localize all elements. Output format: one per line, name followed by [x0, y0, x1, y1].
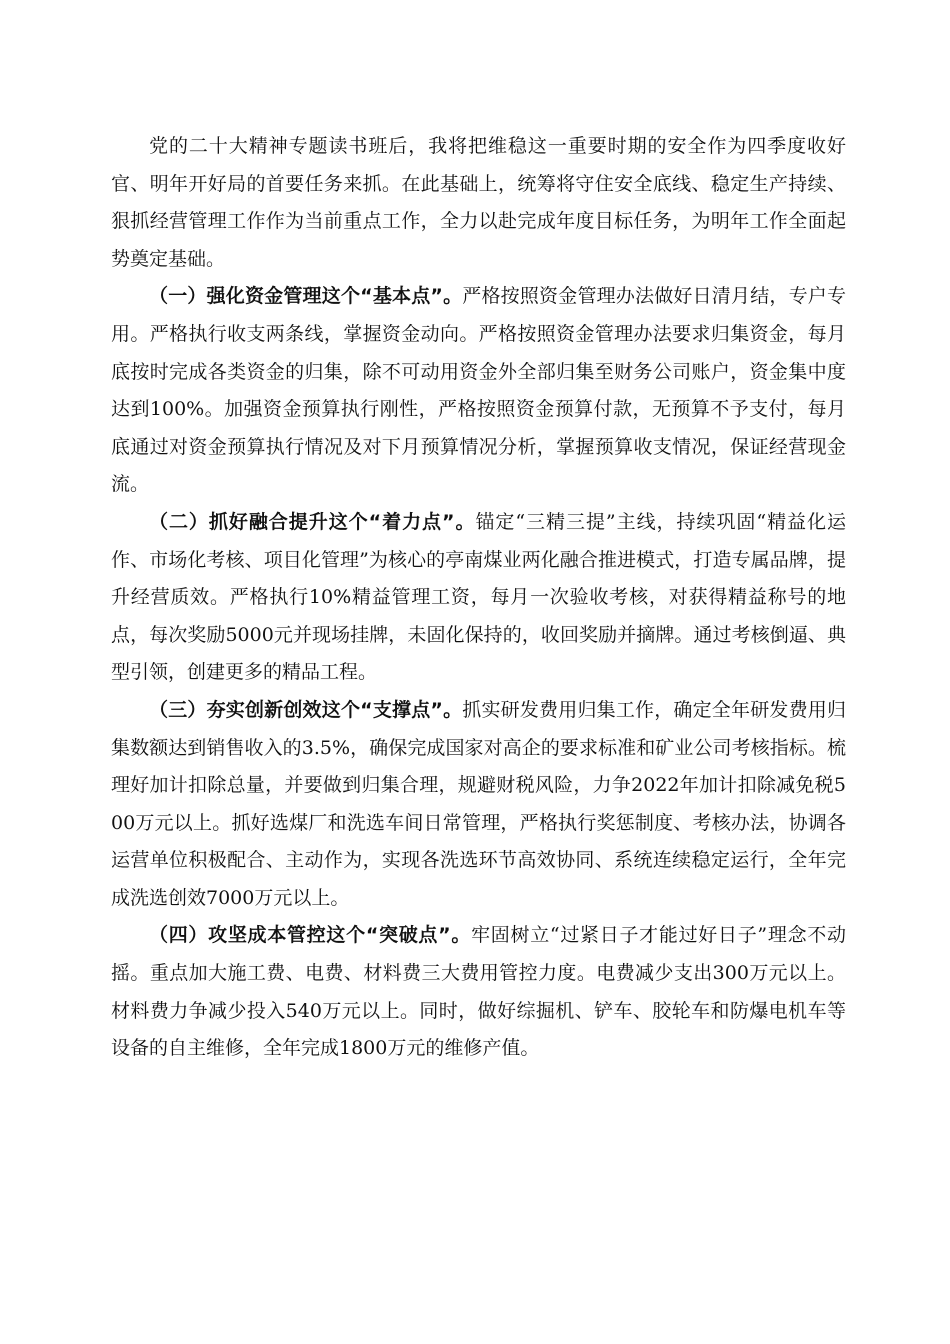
section-paragraph-2 [111, 504, 846, 692]
section-body-1: 严格按照资金管理办法做好日清月结，专户专用。严格执行收支两条线，掌握资金动向。严格按照资金管理办法要求归集资金，每月底按时完成各类资金的归集，除不可动用资金外全部归集至财务公司账户，资金集中度达到100%。加强资金预算执行刚性，严格按照资金预算付款，无预算不予支付，每月底通过对资金预算执行情况及对下月预算情况分析，掌握预算收支情况，保证经营现金流。 [111, 285, 846, 496]
section-body-4: 牢固树立“过紧日子才能过好日子”理念不动摇。重点加大施工费、电费、材料费三大费用管控力度。电费减少支出300万元以上。材料费力争减少投入540万元以上。同时，做好综掘机、铲车、胶轮车和防爆电机车等设备的自主维修，全年完成1800万元的维修产值。 [111, 924, 846, 1060]
section-heading-4: （四）攻坚成本管控这个“突破点”。 [149, 924, 472, 947]
section-body-3: 抓实研发费用归集工作，确定全年研发费用归集数额达到销售收入的3.5%，确保完成国家对高企的要求标准和矿业公司考核指标。梳理好加计扣除总量，并要做到归集合理，规避财税风险，力争2022年加计扣除减免税500万元以上。抓好选煤厂和洗选车间日常管理，严格执行奖惩制度、考核办法，协调各运营单位积极配合、主动作为，实现各洗选环节高效协同、系统连续稳定运行，全年完成洗选创效7000万元以上。 [111, 698, 846, 909]
intro-paragraph [111, 128, 846, 278]
section-heading-3: （三）夯实创新创效这个“支撑点”。 [149, 698, 463, 721]
section-paragraph-3 [111, 692, 846, 918]
section-heading-2: （二）抓好融合提升这个“着力点”。 [149, 510, 476, 533]
section-body-2: 锚定“三精三提”主线，持续巩固“精益化运作、市场化考核、项目化管理”为核心的亭南煤业两化融合推进模式，打造专属品牌，提升经营质效。严格执行10%精益管理工资，每月一次验收考核，对获得精益称号的地点，每次奖励5000元并现场挂牌，未固化保持的，收回奖励并摘牌。通过考核倒逼、典型引领，创建更多的精品工程。 [111, 510, 846, 684]
section-paragraph-4 [111, 917, 846, 1067]
section-heading-1: （一）强化资金管理这个“基本点”。 [149, 285, 463, 308]
intro-text: 党的二十大精神专题读书班后，我将把维稳这一重要时期的安全作为四季度收好官、明年开好局的首要任务来抓。在此基础上，统筹将守住安全底线、稳定生产持续、狠抓经营管理工作作为当前重点工作，全力以赴完成年度目标任务，为明年工作全面起势奠定基础。 [111, 135, 846, 270]
document-body [111, 128, 846, 1068]
section-paragraph-1 [111, 278, 846, 504]
